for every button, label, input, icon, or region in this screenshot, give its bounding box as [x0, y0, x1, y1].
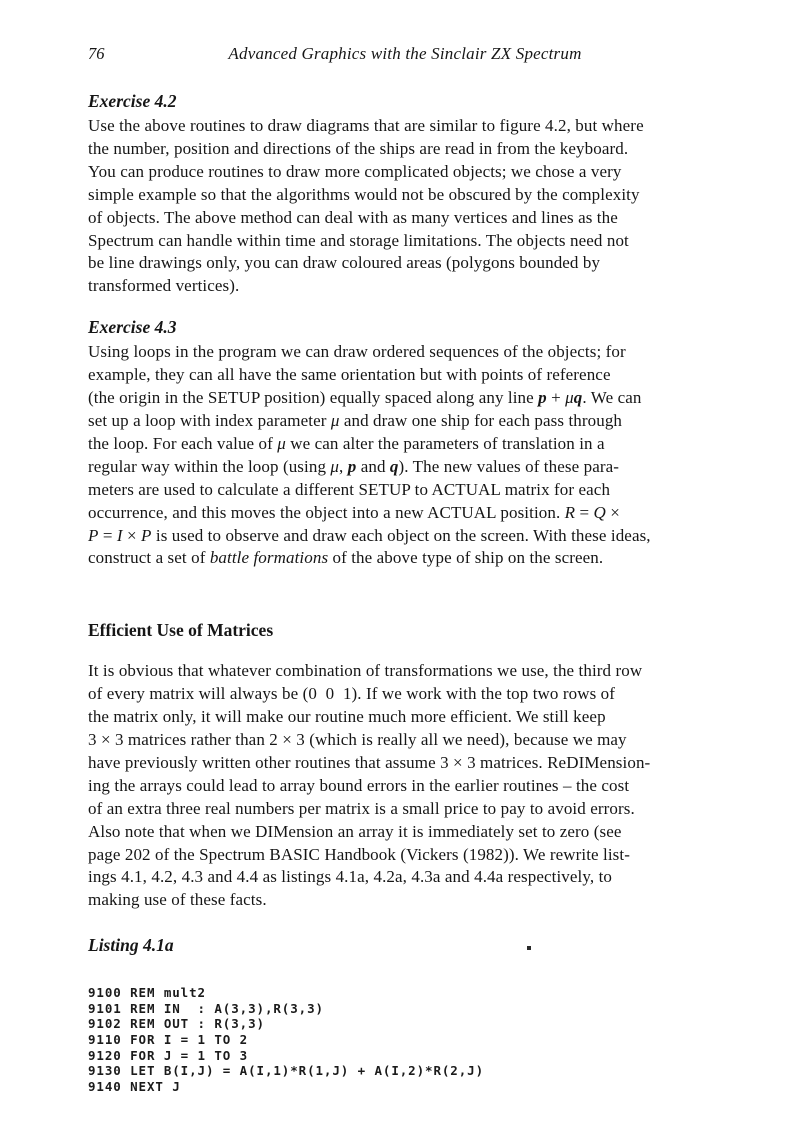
text-line: ings 4.1, 4.2, 4.3 and 4.4 as listings 4.1a, 4.2a, 4.3a and 4.4a respectively, to [88, 867, 612, 887]
text-line: P = I × P is used to observe and draw each object on the screen. With these ideas, [88, 525, 651, 545]
text-line: Using loops in the program we can draw ordered sequences of the objects; for [88, 342, 626, 362]
text-line: You can produce routines to draw more complicated objects; we chose a very [88, 161, 622, 181]
running-header [88, 44, 722, 65]
text-line: meters are used to calculate a different SETUP to ACTUAL matrix for each [88, 479, 611, 499]
text-line: the loop. For each value of μ we can alter the parameters of translation in a [88, 433, 605, 453]
running-title: Advanced Graphics with the Sinclair ZX Spectrum [228, 44, 582, 63]
text-line: 9100 REM mult2 [88, 985, 206, 1001]
exercise-4-2-heading: Exercise 4.2 [88, 91, 177, 111]
listing-4-1a-heading: Listing 4.1a [88, 935, 174, 956]
efficient-use-of-matrices-heading: Efficient Use of Matrices [88, 620, 274, 641]
page-number: 76 [88, 44, 105, 63]
exercise-4-3-heading: Exercise 4.3 [88, 317, 177, 338]
text-line: the number, position and directions of the ships are read in from the keyboard. [88, 138, 629, 158]
exercise-4-3-paragraph [88, 341, 722, 570]
text-line: have previously written other routines that assume 3 × 3 matrices. ReDIMension- [88, 752, 651, 772]
text-line: transformed vertices). [88, 276, 240, 296]
text-line: 9120 FOR J = 1 TO 3 [88, 1047, 249, 1063]
text-line: example, they can all have the same orientation but with points of reference [88, 365, 611, 385]
page-content [88, 44, 722, 1094]
text-line: 9130 LET B(I,J) = A(I,1)*R(1,J) + A(I,2)*R(2,J) [88, 1063, 485, 1079]
text-line: It is obvious that whatever combination of transformations we use, the third row [88, 661, 643, 681]
text-line: 9102 REM OUT : R(3,3) [88, 1016, 265, 1032]
text-line: page 202 of the Spectrum BASIC Handbook (Vickers (1982)). We rewrite list- [88, 844, 630, 864]
text-line: making use of these facts. [88, 890, 267, 910]
text-line: regular way within the loop (using μ, p and q). The new values of these para- [88, 456, 620, 476]
text-line: Use the above routines to draw diagrams that are similar to figure 4.2, but where [88, 116, 644, 135]
efficient-use-of-matrices-paragraph [88, 660, 722, 912]
text-line: occurrence, and this moves the object into a new ACTUAL position. R = Q × [88, 502, 620, 522]
text-line: Spectrum can handle within time and storage limitations. The objects need not [88, 230, 629, 250]
text-line: set up a loop with index parameter μ and draw one ship for each pass through [88, 410, 623, 430]
text-line: 9110 FOR I = 1 TO 2 [88, 1032, 249, 1048]
exercise-4-2-paragraph [88, 115, 722, 298]
text-line: simple example so that the algorithms would not be obscured by the complexity [88, 184, 640, 204]
text-line: 9101 REM IN : A(3,3),R(3,3) [88, 1000, 324, 1016]
print-speck-artifact [527, 946, 531, 950]
text-line: of an extra three real numbers per matrix is a small price to pay to avoid errors. [88, 798, 635, 818]
text-line: Also note that when we DIMension an array it is immediately set to zero (see [88, 821, 622, 841]
text-line: 3 × 3 matrices rather than 2 × 3 (which is really all we need), because we may [88, 730, 627, 750]
basic-code-listing [88, 985, 722, 1094]
text-line: be line drawings only, you can draw coloured areas (polygons bounded by [88, 253, 601, 273]
text-line: of objects. The above method can deal with as many vertices and lines as the [88, 207, 618, 227]
text-line: ing the arrays could lead to array bound errors in the earlier routines – the cost [88, 775, 630, 795]
text-line: of every matrix will always be (0 0 1). If we work with the top two rows of [88, 684, 616, 704]
text-line: the matrix only, it will make our routine much more efficient. We still keep [88, 707, 606, 727]
text-line: 9140 NEXT J [88, 1078, 181, 1094]
text-line: (the origin in the SETUP position) equally spaced along any line p + μq. We can [88, 388, 642, 408]
text-line: construct a set of battle formations of the above type of ship on the screen. [88, 548, 604, 568]
